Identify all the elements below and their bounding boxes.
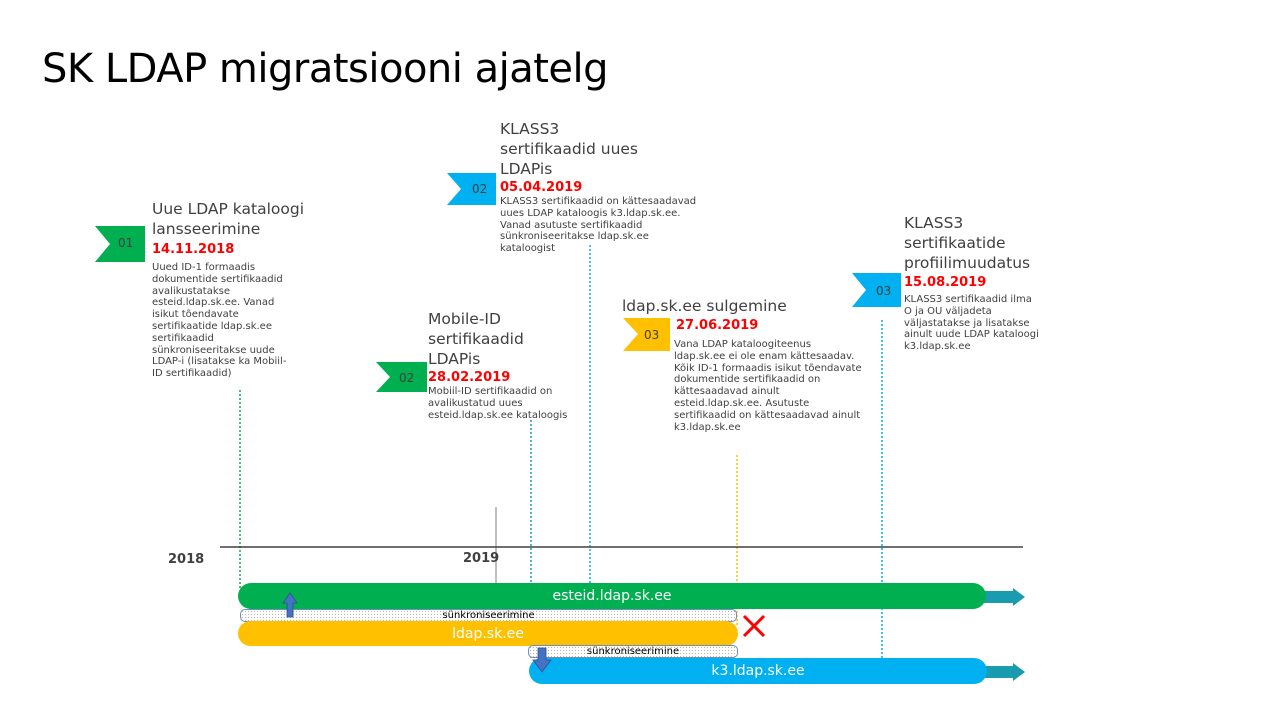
milestone-date: 05.04.2019: [500, 180, 583, 195]
flag-number: 02: [399, 371, 415, 385]
milestone-date: 14.11.2018: [152, 242, 235, 257]
milestone-title: KLASS3 sertifikaadid uues LDAPis: [500, 120, 639, 178]
milestone-title: Mobile-ID sertifikaadid LDAPis: [428, 310, 524, 368]
milestone-description: Vana LDAP kataloogiteenus ldap.sk.ee ei ole enam kättesaadav. Kõik ID-1 formaadis isikut tõendavate dokumentide sertifikaadid on kättesaadavad ainult esteid.ldap.sk.ee. Asutuste sertifikaadid on kättesaadavad ainult k3.ldap.sk.ee: [674, 339, 862, 433]
arrow-up-icon: [283, 593, 297, 617]
milestone-description: KLASS3 sertifikaadid on kättesaadavad uues LDAP kataloogis k3.ldap.sk.ee. Vanad asutuste sertifikaadid sünkroniseeritakse ldap.sk.ee kataloogist: [500, 196, 697, 255]
sync-band-2: sünkroniseerimine: [528, 645, 738, 658]
page-title: SK LDAP migratsiooni ajatelg: [42, 46, 609, 92]
milestone-title: ldap.sk.ee sulgemine: [622, 297, 787, 315]
milestone-description: Uued ID-1 formaadis dokumentide sertifikaadid avalikustatakse esteid.ldap.sk.ee. Vanad isikut tõendavate sertifikaatide ldap.sk.ee sertifikaadid sünkroniseeritakse uude LDAP-i (lisatakse ka Mobiil-ID sertifikaadid): [152, 262, 287, 380]
milestone-description: KLASS3 sertifikaadid ilma O ja OU väljadeta väljastatakse ja lisatakse ainult uude LDAP kataloogi k3.ldap.sk.ee: [904, 294, 1039, 353]
close-x-icon: [744, 616, 764, 636]
milestone-date: 28.02.2019: [428, 370, 511, 385]
flag-number: 03: [876, 284, 892, 298]
year-label-2019: 2019: [463, 551, 500, 566]
bar-label: ldap.sk.ee: [452, 625, 524, 642]
flag-number: 01: [118, 236, 134, 250]
year-label-2018: 2018: [168, 552, 205, 567]
milestone-title: KLASS3 sertifikaatide profiilimuudatus: [904, 214, 1031, 272]
milestone-date: 27.06.2019: [676, 318, 759, 333]
flag-number: 02: [472, 182, 488, 196]
sync-band-1: sünkroniseerimine: [240, 609, 737, 622]
milestone-date: 15.08.2019: [904, 275, 987, 290]
milestone-title: Uue LDAP kataloogi lansseerimine: [152, 200, 305, 238]
bar-label: esteid.ldap.sk.ee: [552, 588, 672, 604]
flag-number: 03: [644, 328, 660, 342]
milestone-description: Mobiil-ID sertifikaadid on avalikustatud uues esteid.ldap.sk.ee kataloogis: [428, 386, 568, 421]
bar-label: k3.ldap.sk.ee: [711, 663, 805, 679]
arrow-down-icon: [533, 648, 551, 672]
